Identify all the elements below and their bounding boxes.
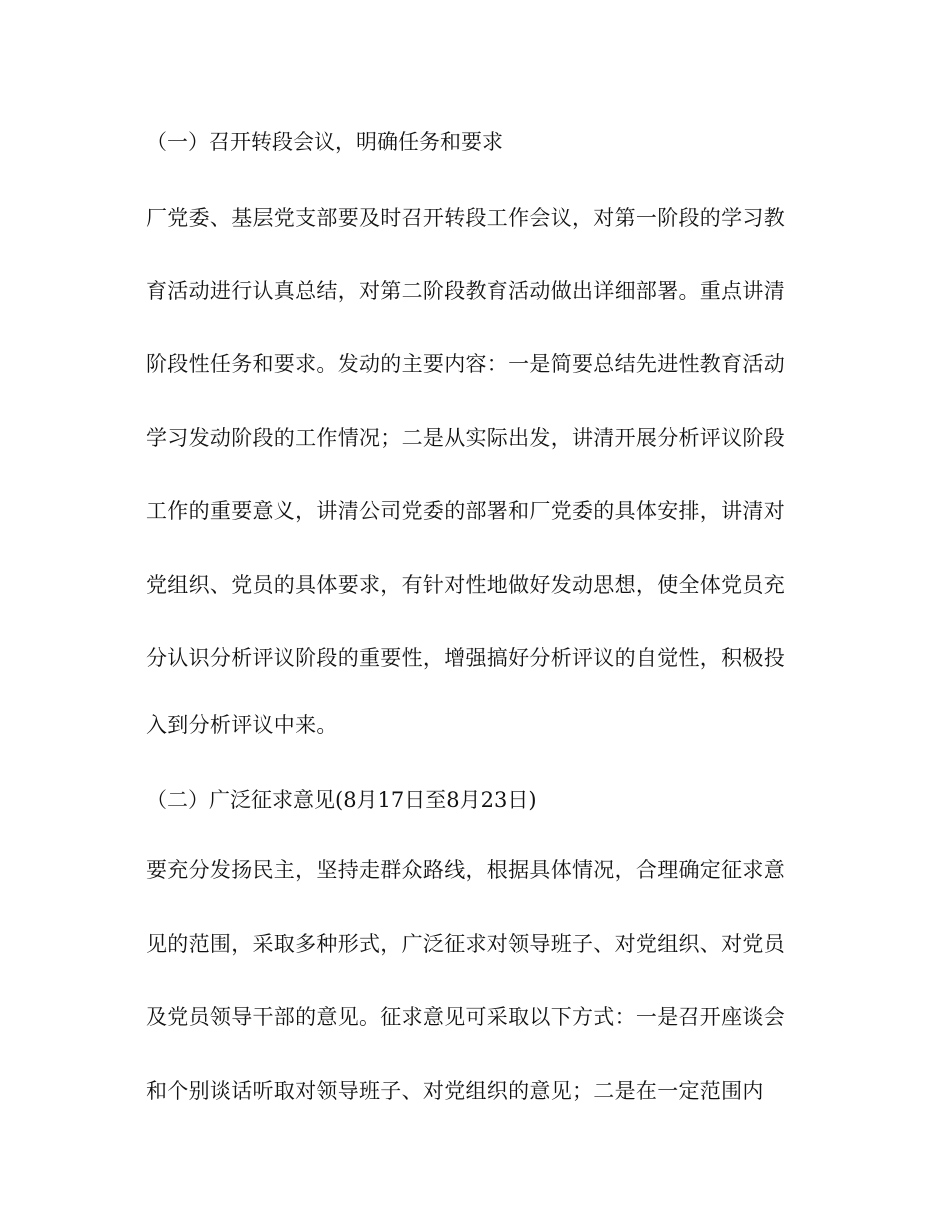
section2-heading: （二）广泛征求意见(8月17日至8月23日) — [146, 788, 537, 812]
section1-line-8: 入到分析评议中来。 — [146, 713, 338, 737]
section2-line-4: 和个别谈话听取对领导班子、对党组织的意见；二是在一定范围内 — [146, 1079, 764, 1103]
section1-heading: （一）召开转段会议，明确任务和要求 — [146, 130, 503, 154]
section2-line-1: 要充分发扬民主，坚持走群众路线，根据具体情况，合理确定征求意 — [146, 858, 785, 882]
section1-line-1: 厂党委、基层党支部要及时召开转段工作会议，对第一阶段的学习教 — [146, 206, 785, 230]
section1-line-5: 工作的重要意义，讲清公司党委的部署和厂党委的具体安排，讲清对 — [146, 499, 785, 523]
section1-line-2: 育活动进行认真总结，对第二阶段教育活动做出详细部署。重点讲清 — [146, 279, 785, 303]
section2-line-3: 及党员领导干部的意见。征求意见可采取以下方式：一是召开座谈会 — [146, 1005, 785, 1029]
section1-line-7: 分认识分析评议阶段的重要性，增强搞好分析评议的自觉性，积极投 — [146, 646, 785, 670]
section1-line-3: 阶段性任务和要求。发动的主要内容：一是简要总结先进性教育活动 — [146, 352, 785, 376]
section1-line-6: 党组织、党员的具体要求，有针对性地做好发动思想，使全体党员充 — [146, 573, 785, 597]
section2-line-2: 见的范围，采取多种形式，广泛征求对领导班子、对党组织、对党员 — [146, 932, 785, 956]
section1-line-4: 学习发动阶段的工作情况；二是从实际出发，讲清开展分析评议阶段 — [146, 426, 785, 450]
